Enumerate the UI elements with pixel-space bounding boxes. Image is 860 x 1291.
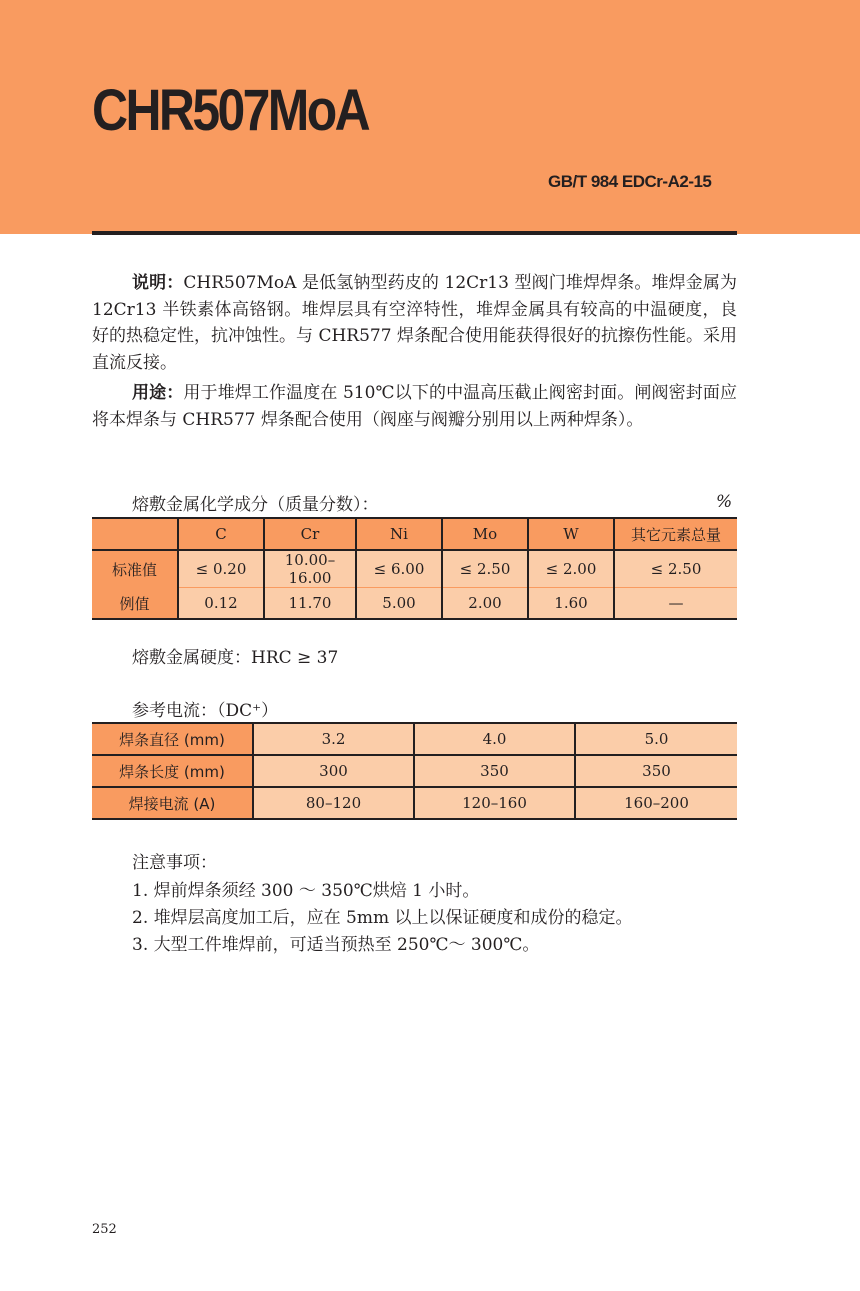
table-cell: ≤ 2.50	[442, 550, 528, 588]
current-polarity: （DC⁺）	[217, 701, 279, 721]
hardness-label: 熔敷金属硬度：	[132, 648, 251, 668]
table-cell: ≤ 2.00	[528, 550, 614, 588]
table-cell: 3.2	[253, 723, 414, 755]
header-cell: Cr	[264, 518, 356, 550]
table-row	[92, 723, 737, 755]
standard-code: GB/T 984 EDCr-A2-15	[548, 172, 712, 191]
table-cell: 300	[253, 755, 414, 787]
notes-title: 注意事项：	[132, 853, 217, 873]
table-row	[92, 787, 737, 819]
chemistry-header-row	[92, 518, 737, 550]
current-table	[92, 722, 737, 820]
page-number: 252	[92, 1222, 117, 1237]
table-cell: 5.0	[575, 723, 737, 755]
table-row	[92, 588, 737, 620]
note-item: 1. 焊前焊条须经 300 ～ 350℃烘焙 1 小时。	[132, 881, 480, 901]
table-cell: 160–200	[575, 787, 737, 819]
table-cell: ≤ 2.50	[614, 550, 737, 588]
row-label: 焊接电流 (A)	[92, 787, 253, 819]
table-cell: 10.00–16.00	[264, 550, 356, 588]
current-title: 参考电流：	[132, 701, 217, 721]
usage-paragraph	[92, 380, 737, 433]
table-cell: ≤ 6.00	[356, 550, 442, 588]
row-label: 焊条直径 (mm)	[92, 723, 253, 755]
description-paragraph	[92, 270, 737, 376]
hardness-value: HRC ≥ 37	[251, 648, 339, 668]
row-label: 焊条长度 (mm)	[92, 755, 253, 787]
current-title-line	[132, 696, 278, 721]
note-item: 2. 堆焊层高度加工后，应在 5mm 以上以保证硬度和成份的稳定。	[132, 908, 633, 928]
header-cell: Mo	[442, 518, 528, 550]
table-cell: 0.12	[178, 588, 264, 620]
table-cell: 350	[414, 755, 575, 787]
table-cell: 120–160	[414, 787, 575, 819]
table-row	[92, 550, 737, 588]
hardness-line	[132, 643, 338, 668]
table-cell: 4.0	[414, 723, 575, 755]
table-cell: 350	[575, 755, 737, 787]
chemistry-title: 熔敷金属化学成分（质量分数）：	[132, 495, 379, 515]
description-text: CHR507MoA 是低氢钠型药皮的 12Cr13 型阀门堆焊焊条。堆焊金属为 12Cr13 半铁素体高铬钢。堆焊层具有空淬特性，堆焊金属具有较高的中温硬度，良好的热稳定性，抗冲蚀性。与 CHR577 焊条配合使用能获得很好的抗擦伤性能。采用直流反接。	[92, 273, 738, 373]
header-cell: C	[178, 518, 264, 550]
table-cell: —	[614, 588, 737, 620]
row-label: 标准值	[92, 550, 178, 588]
description-label: 说明：	[132, 273, 184, 293]
product-title: CHR507MoA	[92, 78, 369, 143]
divider-rule	[92, 231, 737, 235]
header-band	[0, 0, 860, 234]
table-cell: 1.60	[528, 588, 614, 620]
table-cell: 11.70	[264, 588, 356, 620]
header-cell: 其它元素总量	[614, 518, 737, 550]
header-cell: W	[528, 518, 614, 550]
note-item: 3. 大型工件堆焊前，可适当预热至 250℃～ 300℃。	[132, 935, 540, 955]
usage-label: 用途：	[132, 383, 184, 403]
usage-text: 用于堆焊工作温度在 510℃以下的中温高压截止阀密封面。闸阀密封面应将本焊条与 CHR577 焊条配合使用（阀座与阀瓣分别用以上两种焊条）。	[92, 383, 738, 430]
table-row	[92, 755, 737, 787]
header-cell: Ni	[356, 518, 442, 550]
table-cell: 80–120	[253, 787, 414, 819]
chemistry-unit: %	[716, 492, 733, 512]
table-cell: 5.00	[356, 588, 442, 620]
table-cell: ≤ 0.20	[178, 550, 264, 588]
table-cell: 2.00	[442, 588, 528, 620]
header-cell	[92, 518, 178, 550]
row-label: 例值	[92, 588, 178, 620]
chemistry-table	[92, 517, 737, 620]
